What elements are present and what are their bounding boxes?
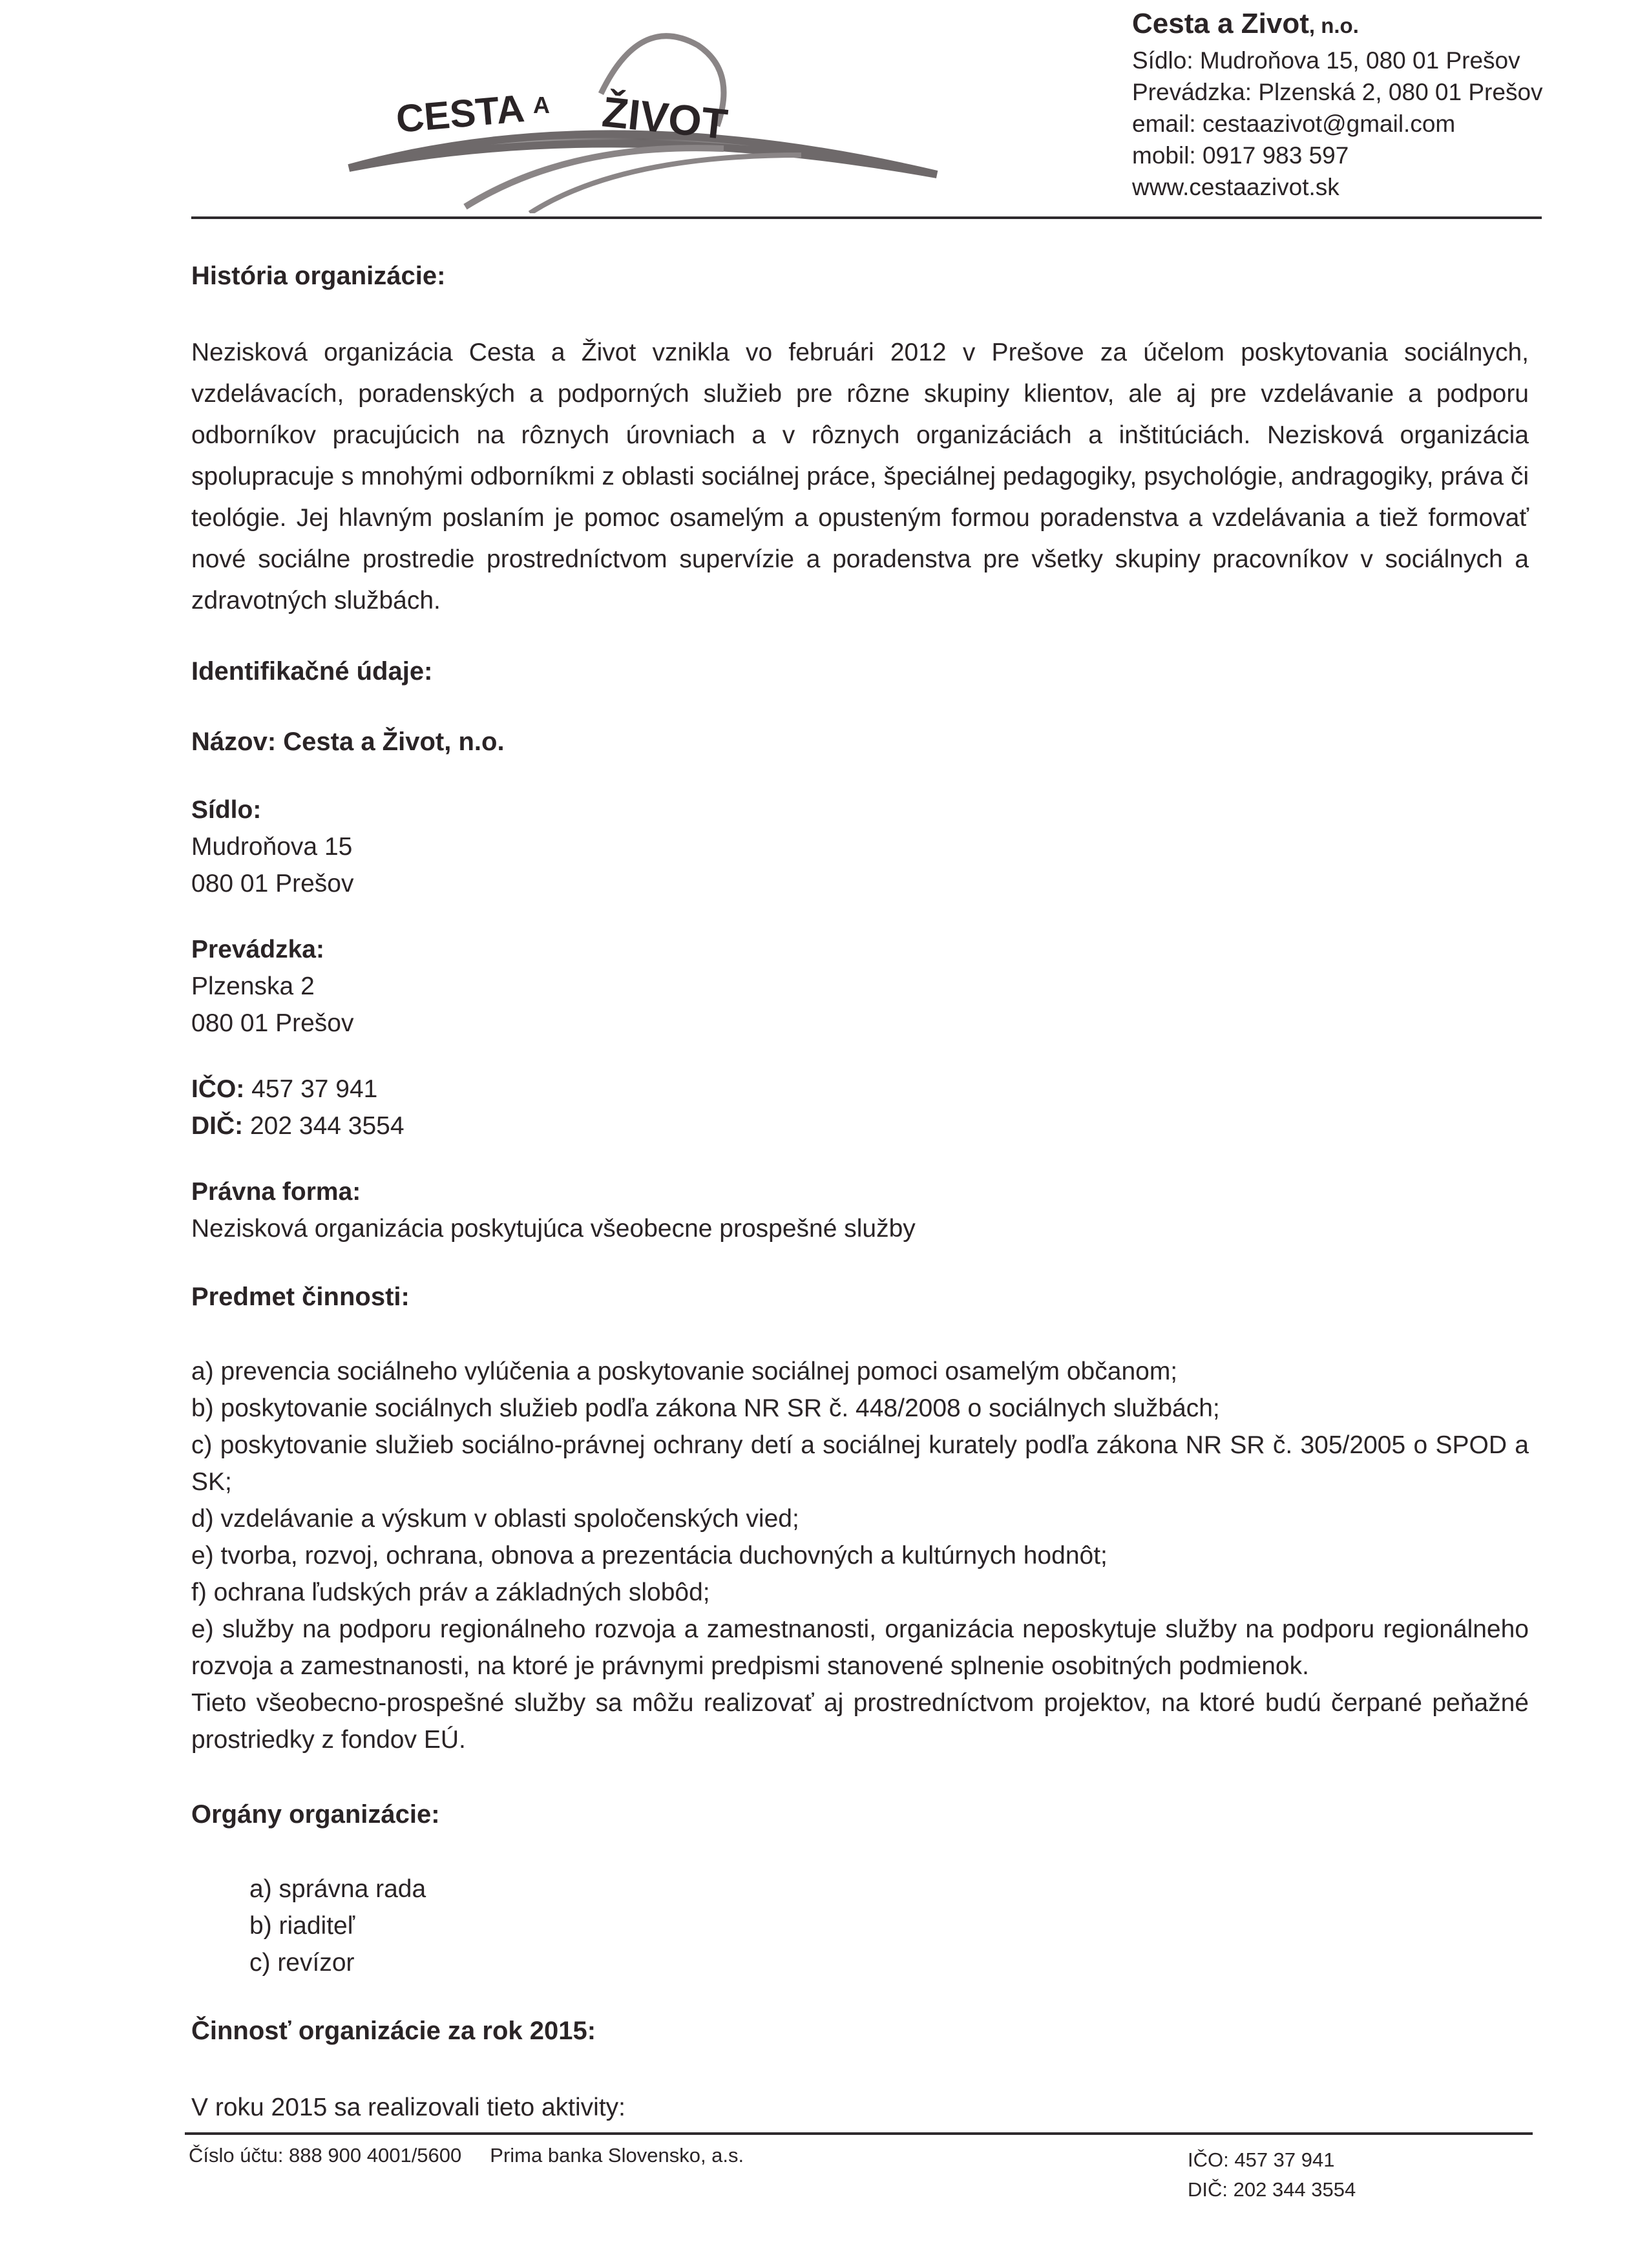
activity-2015-intro: V roku 2015 sa realizovali tieto aktivity:	[191, 2094, 625, 2121]
activity-item: b) poskytovanie sociálnych služieb podľa zákona NR SR č. 448/2008 o sociálnych službách;	[191, 1394, 1220, 1422]
logo-graphic	[336, 19, 943, 213]
dic-label: DIČ:	[191, 1112, 244, 1140]
footer-tax-ids	[1188, 2145, 1356, 2205]
premises-line: Plzenska 2	[191, 972, 315, 1000]
footer-bank-name: Prima banka Slovensko, a.s.	[490, 2144, 744, 2167]
contact-seat: Sídlo: Mudroňova 15, 080 01 Prešov	[1132, 47, 1520, 74]
activity-note: Tieto všeobecno-prospešné služby sa môžu realizovať aj prostredníctvom projektov, na ktoré budú čerpané peňažné prostriedky z fondov EÚ.	[191, 1689, 1529, 1754]
activity-item: e) tvorba, rozvoj, ochrana, obnova a prezentácia duchovných a kultúrnych hodnôt;	[191, 1542, 1108, 1570]
activity-item: e) služby na podporu regionálneho rozvoja a zamestnanosti, organizácia neposkytuje služby na podporu regionálneho rozvoja a zamestnanosti, na ktoré je právnymi predpismi stanovené splnenie osobitných podmienok.	[191, 1615, 1529, 1680]
ico-value: 457 37 941	[244, 1075, 378, 1103]
footer-account-number: Číslo účtu: 888 900 4001/5600	[189, 2144, 462, 2167]
document-body	[191, 255, 1529, 2128]
dic-value: 202 344 3554	[243, 1112, 404, 1140]
bodies-list	[191, 1871, 1529, 1981]
identification-heading: Identifikačné údaje:	[191, 657, 433, 686]
contact-premises: Prevádzka: Plzenská 2, 080 01 Prešov	[1132, 79, 1543, 105]
legal-form-label: Právna forma:	[191, 1178, 361, 1206]
org-name-text: Cesta a Zivot	[1132, 8, 1309, 39]
contact-website[interactable]: www.cestaazivot.sk	[1132, 174, 1339, 200]
premises-label: Prevádzka:	[191, 936, 324, 963]
activity-item: d) vzdelávanie a výskum v oblasti spoločenských vied;	[191, 1505, 799, 1533]
footer-dic: DIČ: 202 344 3554	[1188, 2178, 1356, 2201]
footer-bank-info	[189, 2144, 744, 2167]
name-field	[191, 721, 1529, 762]
header-divider	[191, 216, 1542, 219]
logo-word-a: A	[533, 92, 550, 118]
history-paragraph: Nezisková organizácia Cesta a Život vznikla vo februári 2012 v Prešove za účelom poskytovania sociálnych, vzdelávacích, poradenských a podporných služieb pre rôzne skupiny klientov, ale aj pre vzdelávanie a podporu odborníkov pracujúcich na rôznych úrovniach a v rôznych organizáciách a inštitúciách. Nezisková organizácia spolupracuje s mnohými odborníkmi z oblasti sociálnej práce, špeciálnej pedagogiky, psychológie, andragogiky, práva či teológie. Jej hlavným poslaním je pomoc osamelým a opusteným formou poradenstva a vzdelávania a tiež formovať nové sociálne prostredie prostredníctvom supervízie a poradenstva pre všetky skupiny pracovníkov v sociálnych a zdravotných službách.	[191, 339, 1529, 614]
organization-logo	[336, 19, 943, 213]
logo-swoosh	[465, 148, 724, 207]
body-item: b) riaditeľ	[249, 1912, 355, 1940]
ico-field	[191, 1071, 1529, 1108]
seat-label: Sídlo:	[191, 796, 262, 824]
footer-divider	[185, 2132, 1533, 2135]
activity-item: a) prevencia sociálneho vylúčenia a poskytovanie sociálnej pomoci osamelým občanom;	[191, 1358, 1178, 1385]
seat-block	[191, 792, 1529, 902]
legal-form-block	[191, 1173, 1529, 1247]
ico-label: IČO:	[191, 1075, 245, 1103]
contact-phone: mobil: 0917 983 597	[1132, 142, 1349, 169]
activity-2015-heading: Činnosť organizácie za rok 2015:	[191, 2017, 596, 2045]
dic-field	[191, 1108, 1529, 1144]
bodies-heading: Orgány organizácie:	[191, 1800, 440, 1829]
activity-item: c) poskytovanie služieb sociálno-právnej ochrany detí a sociálnej kurately podľa zákona NR SR č. 305/2005 o SPOD a SK;	[191, 1431, 1529, 1496]
body-item: c) revízor	[249, 1949, 355, 1977]
activities-list	[191, 1353, 1529, 1758]
logo-word-zivot: ŽIVOT	[600, 87, 730, 149]
org-name-suffix: , n.o.	[1308, 14, 1359, 37]
body-item: a) správna rada	[249, 1875, 426, 1903]
footer-ico: IČO: 457 37 941	[1188, 2148, 1335, 2171]
tax-ids-block	[191, 1071, 1529, 1144]
history-heading: História organizácie:	[191, 262, 446, 290]
legal-form-value: Nezisková organizácia poskytujúca všeobecne prospešné služby	[191, 1215, 916, 1243]
premises-block	[191, 931, 1529, 1042]
org-name	[1132, 5, 1543, 45]
seat-line: 080 01 Prešov	[191, 870, 354, 898]
activities-heading: Predmet činnosti:	[191, 1283, 410, 1311]
name-label: Názov:	[191, 728, 277, 756]
premises-line: 080 01 Prešov	[191, 1009, 354, 1037]
activity-item: f) ochrana ľudských práv a základných slobôd;	[191, 1579, 710, 1606]
logo-word-cesta: CESTA	[394, 86, 527, 141]
name-value: Cesta a Život, n.o.	[283, 728, 505, 756]
contact-email[interactable]: email: cestaazivot@gmail.com	[1132, 110, 1456, 137]
contact-block	[1132, 5, 1543, 203]
seat-line: Mudroňova 15	[191, 833, 353, 861]
